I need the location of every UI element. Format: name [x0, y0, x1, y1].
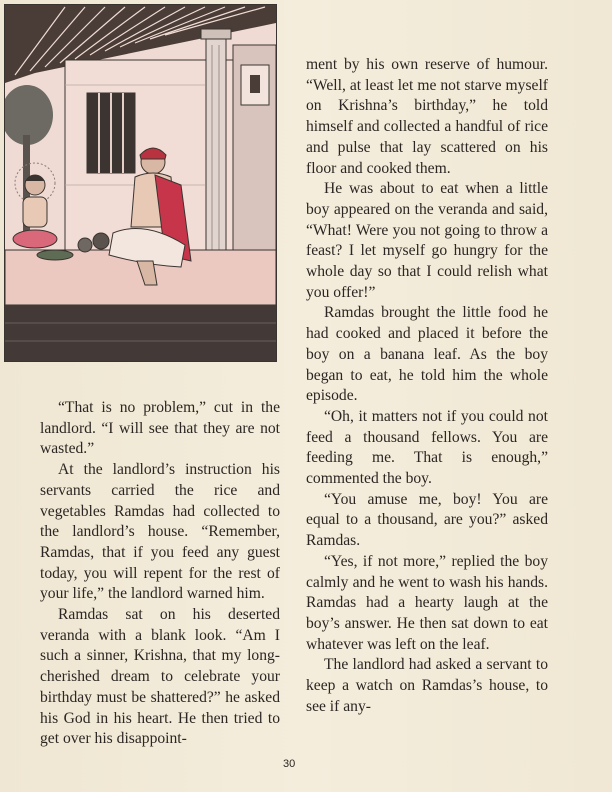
right-text-column: [306, 55, 548, 718]
paragraph: “Oh, it matters not if you could not feed a thousand fellows. You are feeding me. That is enough,” commented the boy.: [306, 407, 548, 488]
illustration-landlord-and-boy: [5, 5, 276, 361]
paragraph: At the landlord’s instruction his servants carried the rice and vegetables Ramdas had collected to the landlord’s house. “Remember, Ramdas, that if you feed any guest today, you will repent for the rest of your life,” the landlord warned him.: [40, 461, 280, 603]
paragraph: “That is no problem,” cut in the landlord. “I will see that they are not wasted.”: [40, 399, 280, 458]
paragraph: Ramdas brought the little food he had cooked and placed it before the boy on a banana leaf. As the boy began to eat, he told him the whole episode.: [306, 304, 548, 405]
left-text-column: [40, 398, 280, 750]
paragraph: “You amuse me, boy! You are equal to a thousand, are you?” asked Ramdas.: [306, 490, 548, 550]
paragraph: Ramdas sat on his deserted veranda with a blank look. “Am I such a sinner, Krishna, that my long-cherished dream to celebrate your birthday must be shattered?” he asked his God in his heart. He then tried to get over his disappoint-: [40, 606, 280, 748]
paragraph: ment by his own reserve of humour. “Well, at least let me not starve myself on Krishna’s birthday,” he told himself and collected a handful of rice and pulse that lay scattered on his floor and cooked them.: [306, 56, 548, 177]
story-illustration: [4, 4, 277, 362]
page-number: 30: [283, 758, 296, 770]
paragraph: The landlord had asked a servant to keep a watch on Ramdas’s house, to see if any-: [306, 656, 548, 715]
paragraph: He was about to eat when a little boy appeared on the veranda and said, “What! Were you not going to throw a feast? I let myself go hungry for the whole day so that I could relish what you offer!”: [306, 180, 548, 301]
paragraph: “Yes, if not more,” replied the boy calmly and he went to wash his hands. Ramdas had a hearty laugh at the boy’s answer. He then sat down to eat whatever was left on the leaf.: [306, 552, 548, 653]
